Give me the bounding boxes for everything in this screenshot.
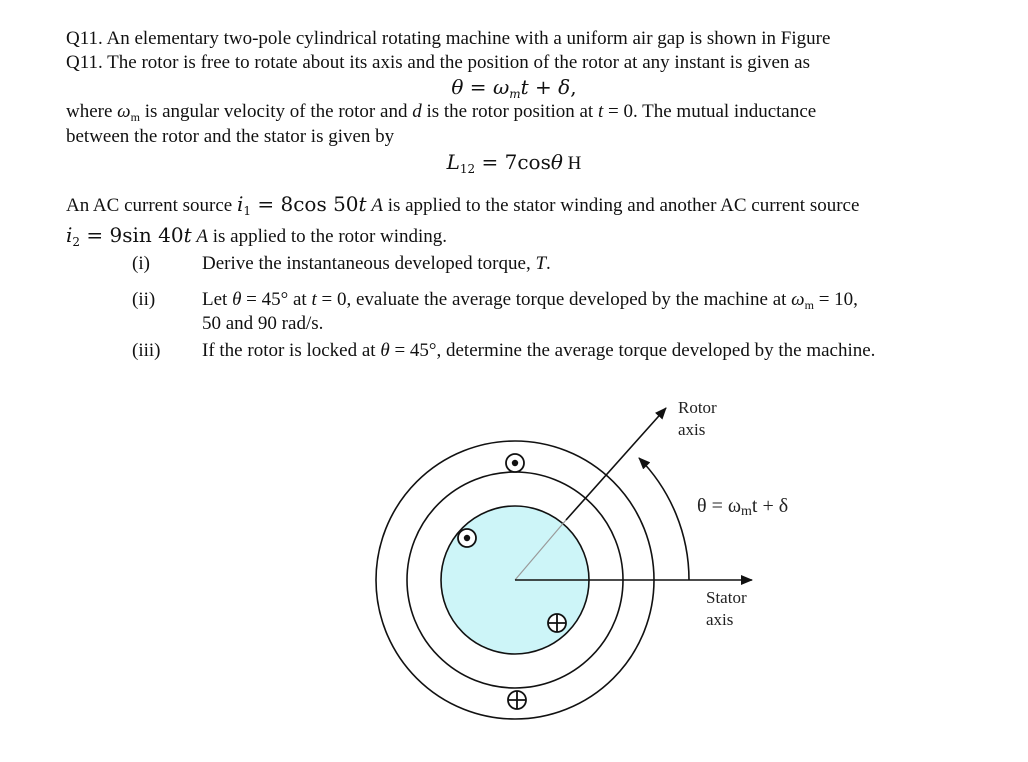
rotor-conductor-dot-icon [458, 529, 476, 547]
stator-axis-label-line1: Stator [706, 588, 747, 607]
part-iii-text: If the rotor is locked at θ = 45°, determine the average torque developed by the machine. [202, 340, 876, 361]
angle-label: θ = ωmt + δ [697, 495, 789, 519]
question-line-3: where $\omega_m$ is angular velocity of the rotor and d is the rotor position at t = 0. The mutual inductance [66, 101, 817, 124]
angle-arc [639, 458, 689, 580]
l12-equation: $L_{12} = 7\cos\theta$ H [446, 150, 582, 176]
part-ii-text: Let θ = 45° at t = 0, evaluate the average torque developed by the machine at $\omega_m = 10$, 50 and 90 rad/s. [202, 289, 858, 334]
question-line-5: An AC current source $i_1 = 8\cos$ 50t A is applied to the stator winding and another AC current source [66, 192, 860, 218]
rotor-axis-arrow [566, 408, 666, 520]
question-line-4: between the rotor and the stator is given by [66, 126, 395, 147]
rotor-axis-label-line1: Rotor [678, 398, 717, 417]
question-line-1: Q11. An elementary two-pole cylindrical rotating machine with a uniform air gap is shown in Figure [66, 28, 831, 49]
rotor-conductor-cross-icon [548, 614, 566, 632]
part-i-text: Derive the instantaneous developed torque, T. [202, 253, 551, 274]
rotor-axis-label-line2: axis [678, 420, 706, 439]
part-ii-number: (ii) [132, 289, 156, 310]
stator-conductor-dot-icon [506, 454, 524, 472]
question-line-6: $i_2 = 9\sin$ 40t A is applied to the rotor winding. [66, 223, 448, 249]
question-line-2: Q11. The rotor is free to rotate about its axis and the position of the rotor at any instant is given as [66, 52, 811, 73]
part-iii-number: (iii) [132, 340, 161, 361]
part-i-number: (i) [132, 253, 150, 274]
stator-conductor-cross-icon [508, 691, 526, 709]
theta-equation: $\theta = \omega_mt + \delta$, [451, 75, 577, 101]
stator-axis-label-line2: axis [706, 610, 734, 629]
